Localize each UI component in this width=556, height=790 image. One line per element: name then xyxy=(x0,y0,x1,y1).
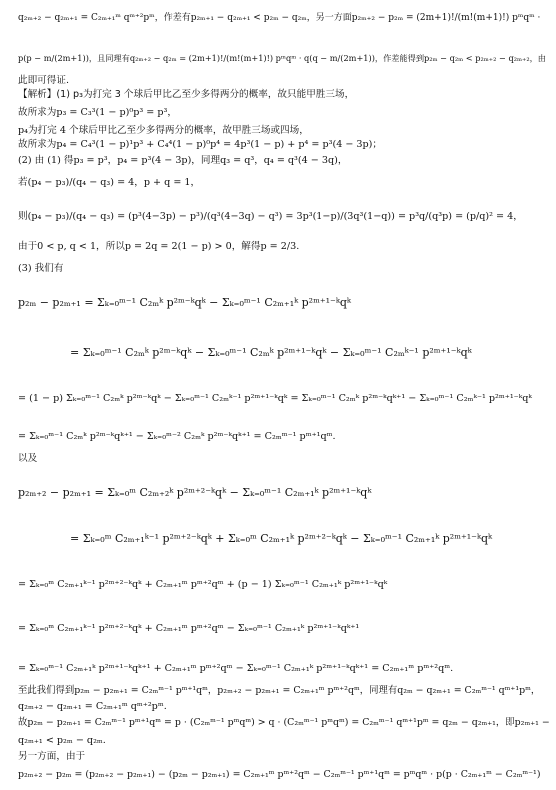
text-line: (2) 由 (1) 得p₃ = p³，p₄ = p³(4 − 3p)，同理q₃ = q³，q₄ = q³(4 − 3q)， xyxy=(18,155,348,166)
text-line: q₂ₘ₊₁ < p₂ₘ − q₂ₘ. xyxy=(18,735,106,746)
text-line: p₄为打完 4 个球后甲比乙至少多得两分的概率，故甲胜三场或四场， xyxy=(18,125,309,136)
equation-line: = Σₖ₌₀ᵐ C₂ₘ₊₁ᵏ⁻¹ p²ᵐ⁺²⁻ᵏqᵏ + Σₖ₌₀ᵐ C₂ₘ₊₁ᵏ p²ᵐ⁺²⁻ᵏqᵏ − Σₖ₌₀ᵐ⁻¹ C₂ₘ₊₁ᵏ p²ᵐ⁺¹⁻ᵏqᵏ xyxy=(70,532,493,545)
text-line: 故所求为p₄ = C₄³(1 − p)¹p³ + C₄⁴(1 − p)⁰p⁴ = 4p³(1 − p) + p⁴ = p³(4 − 3p)； xyxy=(18,139,383,150)
equation-line: p₂ₘ₊₂ − p₂ₘ₊₁ = Σₖ₌₀ᵐ C₂ₘ₊₂ᵏ p²ᵐ⁺²⁻ᵏqᵏ − Σₖ₌₀ᵐ⁻¹ C₂ₘ₊₁ᵏ p²ᵐ⁺¹⁻ᵏqᵏ xyxy=(18,486,372,499)
equation-line: p₂ₘ − p₂ₘ₊₁ = Σₖ₌₀ᵐ⁻¹ C₂ₘᵏ p²ᵐ⁻ᵏqᵏ − Σₖ₌₀ᵐ⁻¹ C₂ₘ₊₁ᵏ p²ᵐ⁺¹⁻ᵏqᵏ xyxy=(18,296,351,309)
text-line: 另一方面，由于 xyxy=(18,751,86,762)
equation-line: = Σₖ₌₀ᵐ C₂ₘ₊₁ᵏ⁻¹ p²ᵐ⁺²⁻ᵏqᵏ + C₂ₘ₊₁ᵐ pᵐ⁺²qᵐ + (p − 1) Σₖ₌₀ᵐ⁻¹ C₂ₘ₊₁ᵏ p²ᵐ⁺¹⁻ᵏqᵏ xyxy=(18,579,388,590)
equation-line: = Σₖ₌₀ᵐ⁻¹ C₂ₘᵏ p²ᵐ⁻ᵏqᵏ⁺¹ − Σₖ₌₀ᵐ⁻² C₂ₘᵏ p²ᵐ⁻ᵏqᵏ⁺¹ = C₂ₘᵐ⁻¹ pᵐ⁺¹qᵐ. xyxy=(18,431,336,442)
text-line: p(p − m/(2m+1))，且同理有q₂ₘ₊₂ − q₂ₘ = (2m+1)!/(m!(m+1)!) pᵐqᵐ · q(q − m/(2m+1))，作差能得到p₂ₘ − q₂ₘ < p₂ₘ₊₂ − q₂ₘ₊₂，由 xyxy=(18,53,546,63)
equation-line: p₂ₘ₊₂ − p₂ₘ = (p₂ₘ₊₂ − p₂ₘ₊₁) − (p₂ₘ − p₂ₘ₊₁) = C₂ₘ₊₁ᵐ pᵐ⁺²qᵐ − C₂ₘᵐ⁻¹ pᵐ⁺¹qᵐ = pᵐqᵐ · p(p · C₂ₘ₊₁ᵐ − C₂ₘᵐ⁻¹) xyxy=(18,769,541,780)
text-line: 故所求为p₃ = C₃³(1 − p)⁰p³ = p³， xyxy=(18,107,177,118)
equation-line: = (1 − p) Σₖ₌₀ᵐ⁻¹ C₂ₘᵏ p²ᵐ⁻ᵏqᵏ − Σₖ₌₀ᵐ⁻¹ C₂ₘᵏ⁻¹ p²ᵐ⁺¹⁻ᵏqᵏ = Σₖ₌₀ᵐ⁻¹ C₂ₘᵏ p²ᵐ⁻ᵏqᵏ⁺¹ − Σₖ₌₀ᵐ⁻¹ C₂ₘᵏ⁻¹ p²ᵐ⁺¹⁻ᵏqᵏ xyxy=(18,393,532,404)
solution-heading: 【解析】(1) p₃为打完 3 个球后甲比乙至少多得两分的概率，故只能甲胜三场， xyxy=(18,89,355,100)
text-line: 则(p₄ − p₃)/(q₄ − q₃) = (p³(4−3p) − p³)/(q³(4−3q) − q³) = 3p³(1−p)/(3q³(1−q)) = p³q/(q³p) = (p/q)² = 4， xyxy=(18,211,523,222)
equation-line: = Σₖ₌₀ᵐ⁻¹ C₂ₘᵏ p²ᵐ⁻ᵏqᵏ − Σₖ₌₀ᵐ⁻¹ C₂ₘᵏ p²ᵐ⁺¹⁻ᵏqᵏ − Σₖ₌₀ᵐ⁻¹ C₂ₘᵏ⁻¹ p²ᵐ⁺¹⁻ᵏqᵏ xyxy=(70,346,472,359)
text-line: (3) 我们有 xyxy=(18,263,64,274)
text-line: 此即可得证. xyxy=(18,75,70,86)
text-line: 由于0 < p, q < 1，所以p = 2q = 2(1 − p) > 0，解得p = 2/3. xyxy=(18,241,300,252)
text-line: q₂ₘ₊₂ − q₂ₘ₊₁ = C₂ₘ₊₁ᵐ qᵐ⁺²pᵐ. xyxy=(18,701,167,712)
text-line: 若(p₄ − p₃)/(q₄ − q₃) = 4，p + q = 1， xyxy=(18,177,201,188)
equation-line: = Σₖ₌₀ᵐ C₂ₘ₊₁ᵏ⁻¹ p²ᵐ⁺²⁻ᵏqᵏ + C₂ₘ₊₁ᵐ pᵐ⁺²qᵐ − Σₖ₌₀ᵐ⁻¹ C₂ₘ₊₁ᵏ p²ᵐ⁺¹⁻ᵏqᵏ⁺¹ xyxy=(18,623,360,634)
text-line: 至此我们得到p₂ₘ − p₂ₘ₊₁ = C₂ₘᵐ⁻¹ pᵐ⁺¹qᵐ，p₂ₘ₊₂ − p₂ₘ₊₁ = C₂ₘ₊₁ᵐ pᵐ⁺²qᵐ，同理有q₂ₘ − q₂ₘ₊₁ = C₂ₘᵐ⁻¹ qᵐ⁺¹pᵐ， xyxy=(18,685,541,696)
equation-line: = Σₖ₌₀ᵐ⁻¹ C₂ₘ₊₁ᵏ p²ᵐ⁺¹⁻ᵏqᵏ⁺¹ + C₂ₘ₊₁ᵐ pᵐ⁺²qᵐ − Σₖ₌₀ᵐ⁻¹ C₂ₘ₊₁ᵏ p²ᵐ⁺¹⁻ᵏqᵏ⁺¹ = C₂ₘ₊₁ᵐ pᵐ⁺²qᵐ. xyxy=(18,663,454,674)
text-line: 故p₂ₘ − p₂ₘ₊₁ = C₂ₘᵐ⁻¹ pᵐ⁺¹qᵐ = p · (C₂ₘᵐ⁻¹ pᵐqᵐ) > q · (C₂ₘᵐ⁻¹ pᵐqᵐ) = C₂ₘᵐ⁻¹ qᵐ⁺¹pᵐ = q₂ₘ − q₂ₘ₊₁，即p₂ₘ₊₁ − xyxy=(18,717,550,728)
text-line: 以及 xyxy=(18,453,38,464)
text-line: q₂ₘ₊₂ − q₂ₘ₊₁ = C₂ₘ₊₁ᵐ qᵐ⁺²pᵐ，作差有p₂ₘ₊₁ − q₂ₘ₊₁ < p₂ₘ − q₂ₘ，另一方面p₂ₘ₊₂ − p₂ₘ = (2m+1)!/(m!(m+1)!) pᵐqᵐ · xyxy=(18,13,541,23)
